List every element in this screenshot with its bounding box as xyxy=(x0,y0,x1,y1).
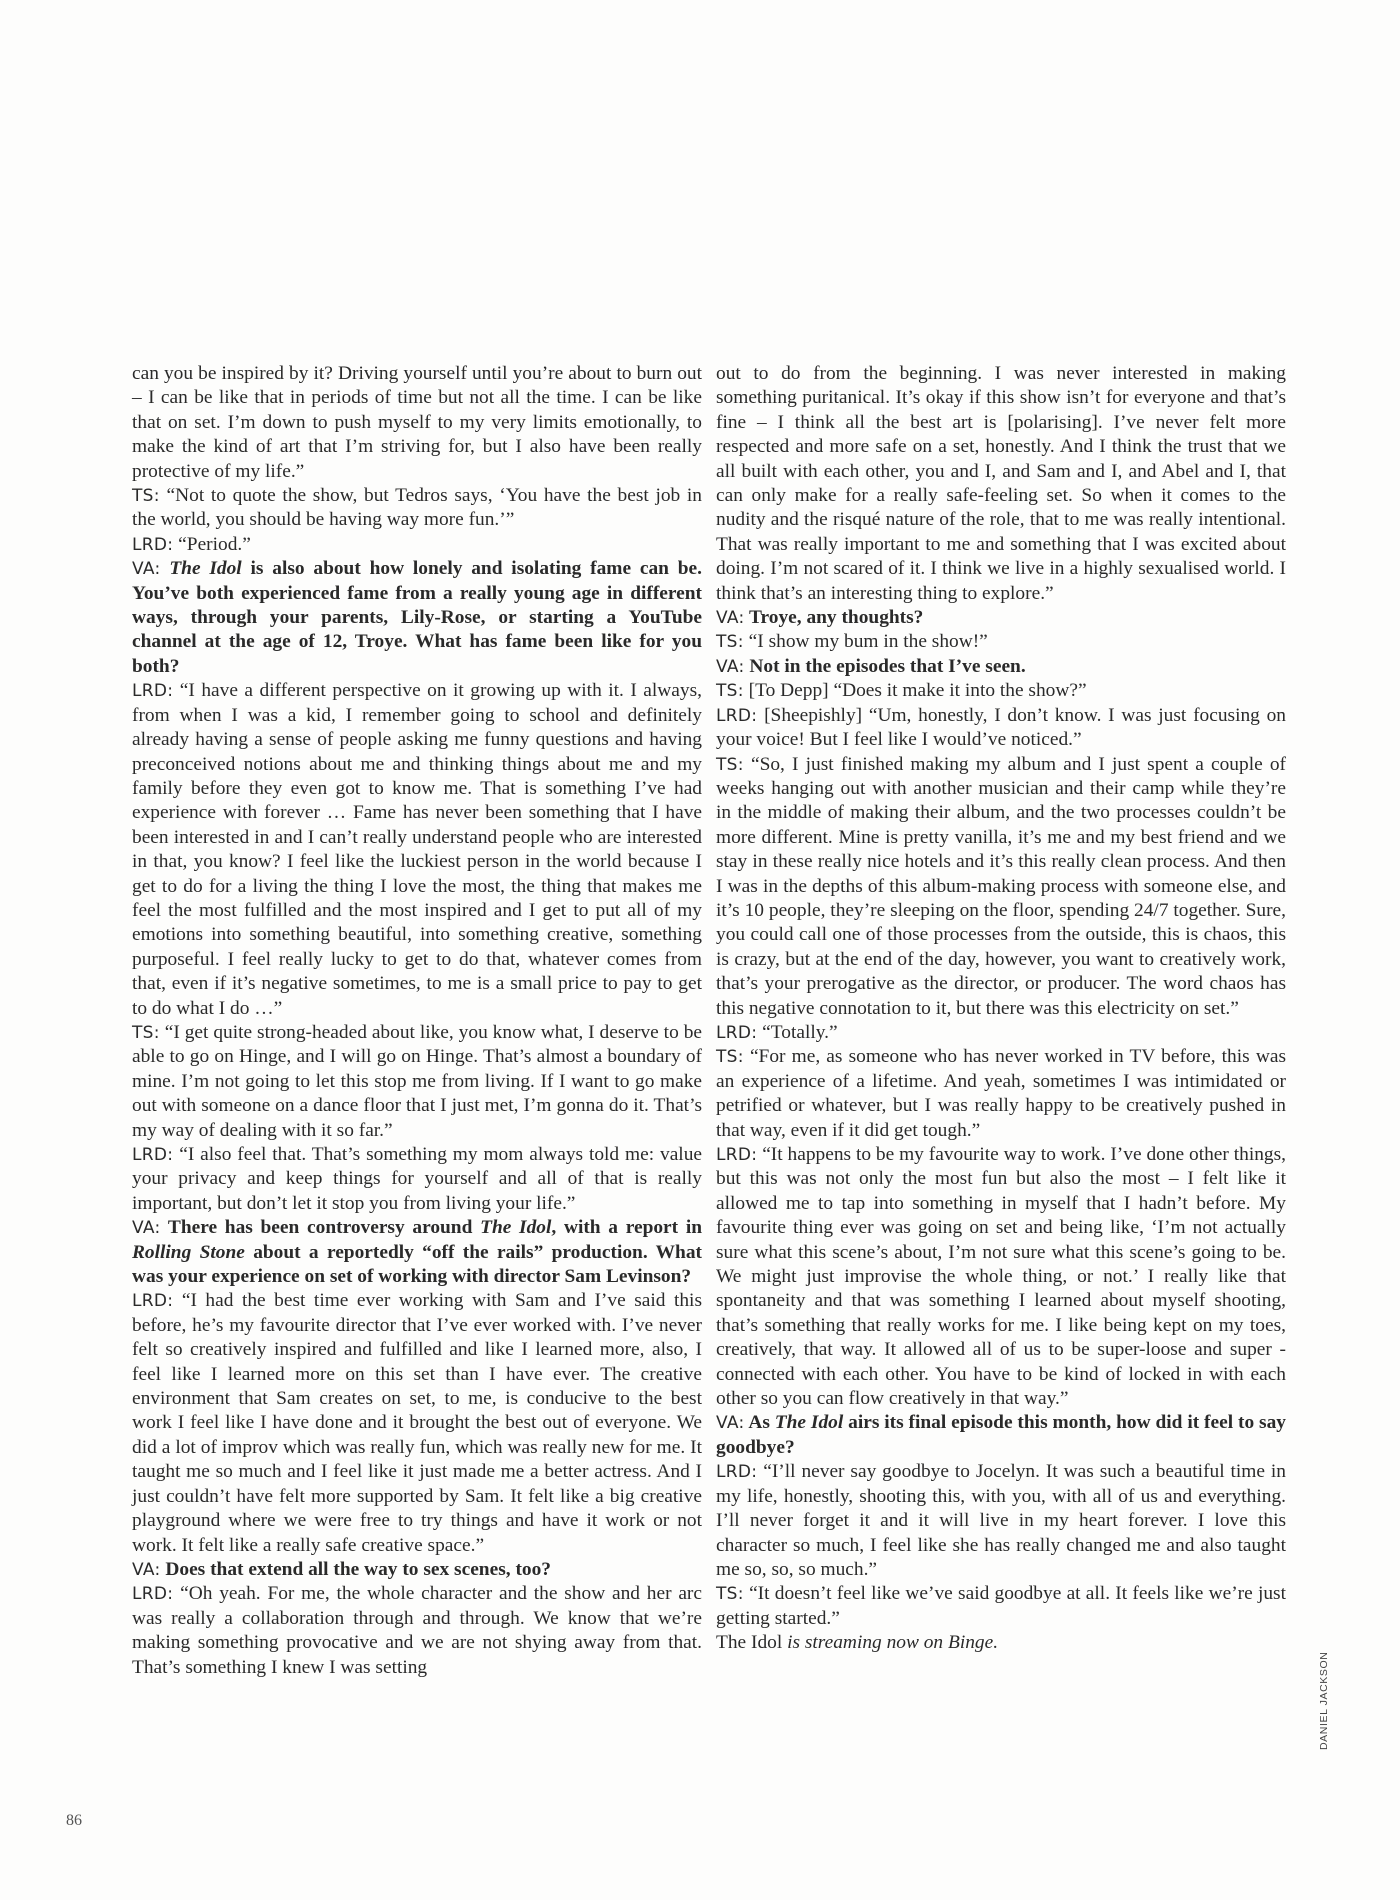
speaker-label: VA: xyxy=(132,1559,161,1580)
answer-ts: TS: “Not to quote the show, but Tedros says, ‘You have the best job in the world, you should be having way more fun.’” xyxy=(132,485,702,531)
speaker-label: LRD: xyxy=(132,534,174,555)
interview-question: VA: Not in the episodes that I’ve seen. xyxy=(716,655,1026,677)
answer-lrd: LRD: “I also feel that. That’s something my mom always told me: value your privacy and keep things for yourself and all of that is really important, but don’t let it stop you from living your life.” xyxy=(132,1144,702,1214)
show-title: The Idol xyxy=(480,1217,552,1239)
speaker-label: LRD: xyxy=(132,1291,174,1312)
answer-ts: TS: “I get quite strong-headed about like, you know what, I deserve to be able to go on Hinge, and I will go on Hinge. That’s almost a boundary of mine. I’m not going to let this stop me from living. If I want to go make out with someone on a dance floor that I just met, I’m gonna do it. That’s my way of dealing with it so far.” xyxy=(132,1021,702,1141)
speaker-label: LRD: xyxy=(132,681,174,702)
speaker-label: LRD: xyxy=(716,1462,758,1483)
photo-credit: DANIEL JACKSON xyxy=(1318,1651,1330,1750)
answer-lrd: LRD: “I have a different perspective on it growing up with it. I always, from when I was a kid, I remember going to school and definitely already having a sense of people asking me funny questions and having preconceived notions about me and thinking things about me and my family before they even got to know me. That is something I’ve had experience with forever … Fame has never been something that I have been interested in and I can’t really understand people who are interested in that, you know? I feel like the luckiest person in the world because I get to do for a living the thing I love the most, the thing that makes me feel the most fulfilled and the most inspired and I get to put all of my emotions into something beautiful, into something creative, something purposeful. I feel really lucky to get to do that, whatever comes from that, even if it’s negative sometimes, to me is a small price to pay to get to do what I do …” xyxy=(132,680,702,1019)
speaker-label: VA: xyxy=(716,1413,745,1434)
show-title: The Idol xyxy=(716,1632,783,1654)
answer-lrd: LRD: “Oh yeah. For me, the whole character and the show and her arc was really a collaboration through and through. We know that we’re making something provocative and we are not shying away from that. That’s something I knew I was setting xyxy=(132,1583,702,1678)
answer-lrd: LRD: “It happens to be my favourite way to work. I’ve done other things, but this was not only the most fun but also the most – I felt like it allowed me to tap into something in myself that I hadn’t before. My favourite thing ever was going on set and being like, ‘I’m not actually sure what this scene’s about, I’m not sure what this scene’s going to be. We might just improvise the whole thing, or not.’ I really like that spontaneity and that was something I learned about myself shooting, that’s something that really works for me. I like being kept on my toes, creatively, that way. It allowed all of us to be super-loose and super -connected with each other. You have to be kind of locked in with each other so you can flow creatively in that way.” xyxy=(716,1144,1286,1410)
streaming-note: The Idol is streaming now on Binge. xyxy=(716,1632,999,1654)
paragraph: can you be inspired by it? Driving yourself until you’re about to burn out – I can be like that in periods of time but not all the time. I can be like that on set. I’m down to push myself to my very limits emotionally, to make the kind of art that I’m striving for, but I also have been really protective of my life.” xyxy=(132,363,702,482)
speaker-label: TS: xyxy=(716,632,744,653)
answer-ts: TS: “It doesn’t feel like we’ve said goodbye at all. It feels like we’re just getting started.” xyxy=(716,1583,1286,1629)
article-column-right xyxy=(716,362,1286,1656)
answer-ts: TS: [To Depp] “Does it make it into the show?” xyxy=(716,680,1087,702)
magazine-title: Rolling Stone xyxy=(132,1241,245,1263)
interview-question: VA: As The Idol airs its final episode this month, how did it feel to say goodbye? xyxy=(716,1412,1286,1458)
speaker-label: LRD: xyxy=(716,1145,758,1165)
answer-lrd: LRD: “Totally.” xyxy=(716,1021,838,1043)
speaker-label: TS: xyxy=(716,1047,744,1068)
show-title: The Idol xyxy=(774,1412,844,1434)
speaker-label: LRD: xyxy=(132,1145,174,1165)
answer-lrd: LRD: “I had the best time ever working with Sam and I’ve said this before, he’s my favourite director that I’ve ever worked with. I’ve never felt so creatively inspired and fulfilled and like I learned more, also, I feel like I learned more on this set than I have ever. The creative environment that Sam creates on set, to me, is conducive to the best work I feel like I have done and it brought the best out of everyone. We did a lot of improv which was really fun, which was really new for me. It taught me so much and I feel like it just made me a better actress. And I just couldn’t have felt more supported by Sam. It felt like a big creative playground where we were free to try things and have it work or not work. It felt like a really safe creative space.” xyxy=(132,1290,702,1556)
speaker-label: TS: xyxy=(716,754,744,775)
speaker-label: VA: xyxy=(132,1218,161,1239)
speaker-label: VA: xyxy=(132,559,161,580)
interview-question: VA: Troye, any thoughts? xyxy=(716,607,924,629)
speaker-label: LRD: xyxy=(716,705,758,726)
answer-ts: TS: “For me, as someone who has never worked in TV before, this was an experience of a lifetime. And yeah, sometimes I was intimidated or petrified or whatever, but I was really happy to be creatively pushed in that way, even if it did get tough.” xyxy=(716,1046,1286,1141)
speaker-label: TS: xyxy=(716,681,744,702)
speaker-label: LRD: xyxy=(716,1022,758,1043)
speaker-label: LRD: xyxy=(132,1584,174,1605)
interview-question: VA: There has been controversy around The Idol, with a report in Rolling Stone about a reportedly “off the rails” production. What was your experience on set of working with director Sam Levinson? xyxy=(132,1217,702,1288)
article-column-left xyxy=(132,362,702,1680)
interview-question: VA: The Idol is also about how lonely and isolating fame can be. You’ve both experienced fame from a really young age in different ways, through your parents, Lily-Rose, or starting a YouTube channel at the age of 12, Troye. What has fame been like for you both? xyxy=(132,558,702,677)
interview-question: VA: Does that extend all the way to sex scenes, too? xyxy=(132,1558,551,1580)
answer-lrd: LRD: “I’ll never say goodbye to Jocelyn. It was such a beautiful time in my life, honestly, shooting this, with you, with all of us and everything. I’ll never forget it and it will live in my heart forever. I love this character so much, I feel like she has really changed me and also taught me so, so, so much.” xyxy=(716,1461,1286,1580)
answer-lrd: LRD: [Sheepishly] “Um, honestly, I don’t know. I was just focusing on your voice! But I feel like I would’ve noticed.” xyxy=(716,704,1286,751)
answer-ts: TS: “So, I just finished making my album and I just spent a couple of weeks hanging out with another musician and their camp while they’re in the middle of making their album, and the two processes couldn’t be more different. Mine is pretty vanilla, it’s me and my best friend and we stay in these really nice hotels and it’s this really clean process. And then I was in the depths of this album-making process with someone else, and it’s 10 people, they’re sleeping on the floor, spending 24/7 together. Sure, you could call one of those processes from the outside, this is chaos, this is crazy, but at the end of the day, however, you want to creatively work, that’s your prerogative as the director, or producer. The word chaos has this negative connotation to it, but there was this electricity on set.” xyxy=(716,753,1286,1019)
page-number: 86 xyxy=(66,1812,82,1829)
show-title: The Idol xyxy=(169,558,242,580)
paragraph: out to do from the beginning. I was never interested in making something puritanical. It’s okay if this show isn’t for everyone and that’s fine – I think all the best art is [polarising]. I’ve never felt more respected and more safe on a set, honestly. And I think the trust that we all built with each other, you and I, and Sam and I, and Abel and I, that can only make for a really safe-feeling set. So when it comes to the nudity and the risqué nature of the role, that to me was really intentional. That was really important to me and something that I was excited about doing. I’m not scared of it. I think we live in a highly sexualised world. I think that’s an interesting thing to explore.” xyxy=(716,363,1286,604)
answer-ts: TS: “I show my bum in the show!” xyxy=(716,631,988,653)
speaker-label: TS: xyxy=(132,486,160,507)
speaker-label: VA: xyxy=(716,656,745,677)
speaker-label: VA: xyxy=(716,608,745,629)
speaker-label: TS: xyxy=(132,1022,160,1043)
answer-lrd: LRD: “Period.” xyxy=(132,533,251,555)
speaker-label: TS: xyxy=(716,1584,744,1605)
